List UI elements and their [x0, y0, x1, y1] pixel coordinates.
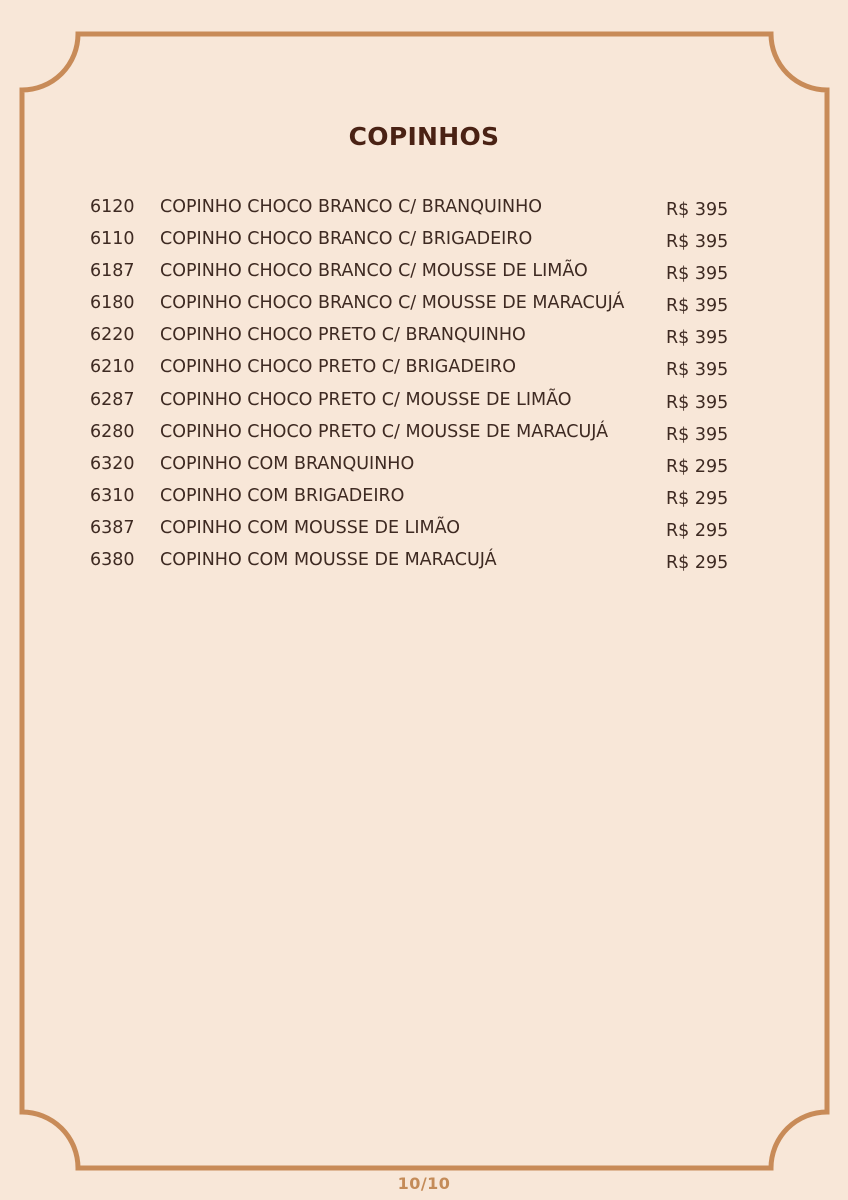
menu-list	[90, 194, 750, 579]
item-name: COPINHO COM BRANQUINHO	[160, 453, 415, 474]
item-name: COPINHO CHOCO PRETO C/ BRANQUINHO	[160, 325, 526, 346]
item-name: COPINHO CHOCO BRANCO C/ BRIGADEIRO	[160, 229, 533, 250]
menu-item	[90, 515, 750, 547]
item-code: 6320	[90, 453, 135, 474]
item-price: R$ 395	[666, 392, 729, 413]
item-name: COPINHO CHOCO BRANCO C/ MOUSSE DE LIMÃO	[160, 261, 588, 282]
item-price: R$ 295	[666, 456, 729, 477]
menu-item	[90, 419, 750, 451]
item-code: 6110	[90, 229, 135, 250]
item-price: R$ 395	[666, 424, 729, 445]
item-price: R$ 395	[666, 296, 729, 317]
item-code: 6187	[90, 261, 135, 282]
menu-item	[90, 387, 750, 419]
menu-item	[90, 322, 750, 354]
menu-item	[90, 290, 750, 322]
item-code: 6287	[90, 389, 135, 410]
item-name: COPINHO CHOCO PRETO C/ BRIGADEIRO	[160, 357, 516, 378]
item-price: R$ 295	[666, 520, 729, 541]
item-code: 6210	[90, 357, 135, 378]
menu-item	[90, 483, 750, 515]
menu-item	[90, 451, 750, 483]
item-name: COPINHO COM MOUSSE DE MARACUJÁ	[160, 550, 497, 571]
item-code: 6310	[90, 485, 135, 506]
item-name: COPINHO COM BRIGADEIRO	[160, 485, 405, 506]
item-price: R$ 395	[666, 360, 729, 381]
menu-item	[90, 354, 750, 386]
item-name: COPINHO COM MOUSSE DE LIMÃO	[160, 517, 461, 538]
item-code: 6380	[90, 550, 135, 571]
item-price: R$ 295	[666, 553, 729, 574]
menu-item	[90, 226, 750, 258]
item-price: R$ 395	[666, 232, 729, 253]
item-price: R$ 395	[666, 264, 729, 285]
item-price: R$ 395	[666, 328, 729, 349]
page-number: 10/10	[397, 1174, 451, 1193]
item-name: COPINHO CHOCO PRETO C/ MOUSSE DE MARACUJÁ	[160, 421, 609, 442]
item-name: COPINHO CHOCO BRANCO C/ BRANQUINHO	[160, 197, 543, 217]
item-code: 6220	[90, 325, 135, 346]
menu-item	[90, 258, 750, 290]
item-code: 6180	[90, 293, 135, 314]
page-title: COPINHOS	[348, 122, 500, 151]
menu-item	[90, 194, 750, 226]
item-price: R$ 395	[666, 200, 729, 220]
item-code: 6120	[90, 197, 135, 217]
menu-item	[90, 547, 750, 579]
item-price: R$ 295	[666, 488, 729, 509]
item-code: 6280	[90, 421, 135, 442]
item-name: COPINHO CHOCO PRETO C/ MOUSSE DE LIMÃO	[160, 389, 572, 410]
item-code: 6387	[90, 517, 135, 538]
item-name: COPINHO CHOCO BRANCO C/ MOUSSE DE MARACUJÁ	[160, 293, 625, 314]
